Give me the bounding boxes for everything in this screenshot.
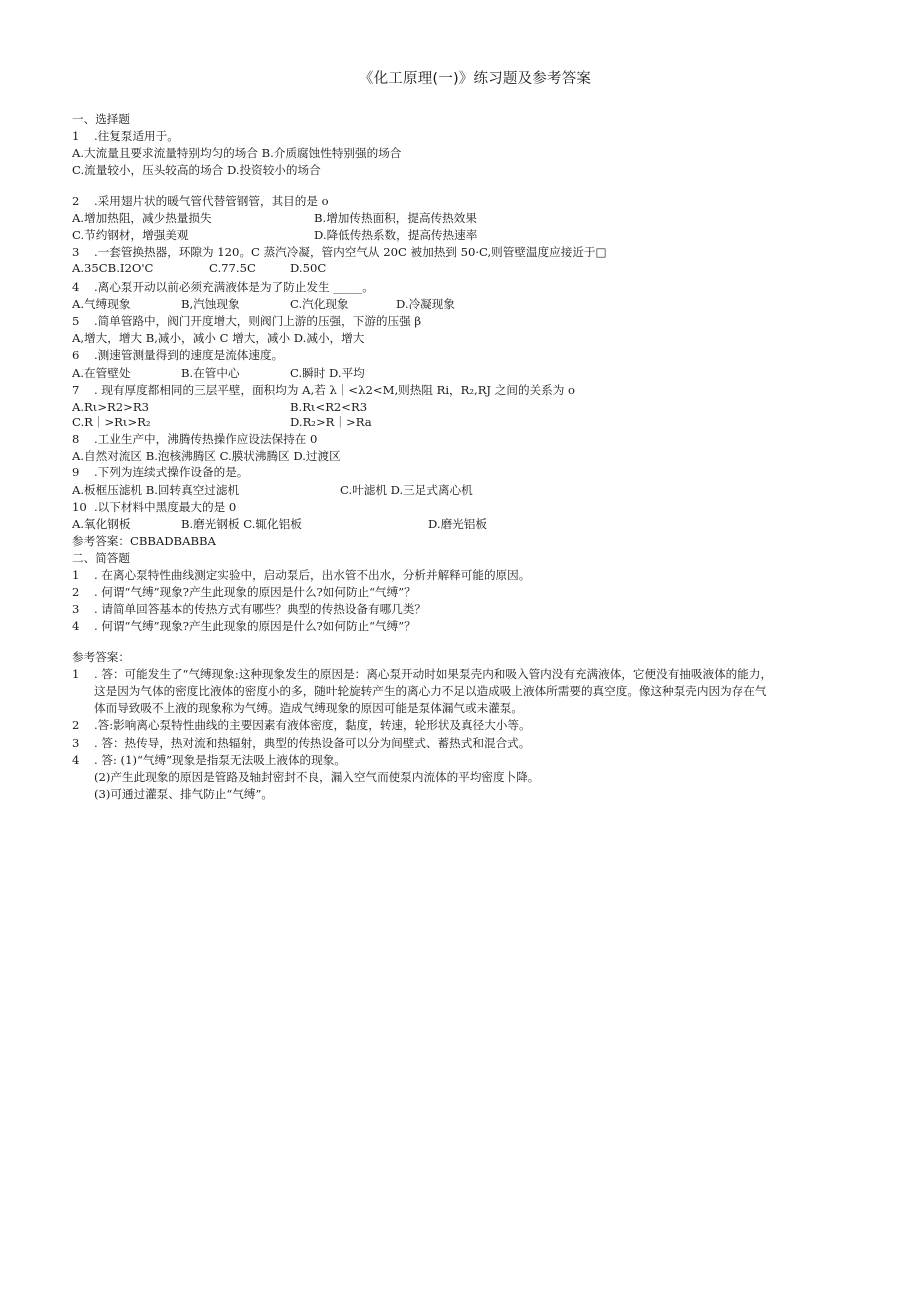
- question-text: .简单管路中，阀门开度增大，则阀门上游的压强，下游的压强 β: [94, 314, 422, 328]
- answer-4-continued: (2)产生此现象的原因是管路及轴封密封不良，漏入空气而使泵内流体的平均密度卜降。: [94, 770, 540, 784]
- question-9: [72, 465, 248, 479]
- answer-4: [72, 753, 346, 767]
- question-1-options-a-b: A.大流量且要求流量特别均匀的场合 B.介质腐蚀性特别强的场合: [72, 146, 402, 160]
- answer-text: . 答：热传导，热对流和热辐射，典型的传热设备可以分为间壁式、蓄热式和混合式。: [94, 736, 531, 750]
- option-b: B,汽蚀现象: [181, 297, 240, 311]
- question-text: .往复泵适用于。: [94, 129, 179, 143]
- answer-1: [72, 667, 772, 681]
- question-text: .离心泵开动以前必须充满液体是为了防止发生 _____。: [94, 280, 374, 294]
- question-text: . 请简单回答基本的传热方式有哪些？典型的传热设备有哪几类？: [94, 602, 426, 616]
- question-10: [72, 500, 236, 514]
- question-1-options-c-d: C.流量较小，压头较高的场合 D.投资较小的场合: [72, 163, 321, 177]
- question-5-options: A,增大，增大 B,减小，减小 C 增大，减小 D.减小，增大: [72, 331, 365, 345]
- answer-number: 3: [72, 736, 80, 750]
- question-1: [72, 129, 179, 143]
- question-number: 2: [72, 194, 80, 208]
- question-number: 3: [72, 245, 80, 259]
- question-number: 9: [72, 465, 80, 479]
- question-number: 1: [72, 129, 80, 143]
- choice-answer-key: 参考答案：CBBADBABBA: [72, 534, 216, 548]
- short-question-1: [72, 568, 530, 582]
- option-c: C.节约钢材，增强美观: [72, 228, 189, 242]
- question-text: .测速管测量得到的速度是流体速度。: [94, 348, 284, 362]
- question-3: [72, 245, 606, 259]
- question-text: .下列为连续式操作设备的是。: [94, 465, 249, 479]
- option-d: D.冷凝现象: [396, 297, 455, 311]
- choice-section-heading: 一、选择题: [72, 112, 130, 126]
- answer-2: [72, 718, 531, 732]
- question-number: 10: [72, 500, 87, 514]
- question-text: .工业生产中，沸腾传热操作应设法保持在 0: [94, 432, 318, 446]
- question-4: [72, 280, 374, 294]
- answer-4-continued: (3)可通过灌泵、排气防止“气缚”。: [94, 787, 273, 801]
- answer-1-continued: 体而导致吸不上液的现象称为气缚。造成气缚现象的原因可能是泵体漏气或未灌泵。: [94, 701, 523, 715]
- option-d: D.R₂>R｜>Ra: [290, 415, 372, 429]
- question-6: [72, 348, 283, 362]
- question-number: 4: [72, 280, 80, 294]
- option-a: A.在管壁处: [72, 366, 131, 380]
- question-text: .以下材料中黑度最大的是 0: [94, 500, 237, 514]
- option-d: D.50C: [290, 261, 327, 275]
- short-question-3: [72, 602, 426, 616]
- question-text: .采用翅片状的暖气管代替管钢管，其目的是 o: [94, 194, 329, 208]
- question-7: [72, 383, 575, 397]
- option-a-b: A.板框压滤机 B.回转真空过滤机: [72, 483, 240, 497]
- option-d: D.降低传热系数，提高传热速率: [314, 228, 478, 242]
- answer-number: 2: [72, 718, 80, 732]
- question-number: 6: [72, 348, 80, 362]
- question-number: 4: [72, 619, 80, 633]
- option-a: A.气缚现象: [72, 297, 131, 311]
- document-title: 《化工原理(一)》练习题及参考答案: [358, 71, 592, 87]
- question-text: . 在离心泵特性曲线测定实验中，启动泵后，出水管不出水，分析并解释可能的原因。: [94, 568, 531, 582]
- question-number: 5: [72, 314, 80, 328]
- question-number: 7: [72, 383, 80, 397]
- question-8: [72, 432, 317, 446]
- question-number: 2: [72, 585, 80, 599]
- answer-1-continued: 这是因为气体的密度比液体的密度小的多，随叶轮旋转产生的离心力不足以造成吸上液体所需要的真空度。像这种泵壳内因为存在气: [94, 684, 767, 698]
- question-number: 1: [72, 568, 80, 582]
- option-b-c: B.磨光钢板 C.辄化铝板: [181, 517, 302, 531]
- option-b: B.Rι<R2<R3: [290, 400, 368, 414]
- answer-number: 4: [72, 753, 80, 767]
- question-8-options: A.自然对流区 B.泡核沸腾区 C.膜状沸腾区 D.过渡区: [72, 449, 341, 463]
- question-number: 3: [72, 602, 80, 616]
- option-c: C.汽化现象: [290, 297, 349, 311]
- option-c: C.77.5C: [209, 261, 256, 275]
- option-b: B.在管中心: [181, 366, 240, 380]
- option-d: D.磨光铝板: [428, 517, 487, 531]
- option-c: C.R｜>Rι>R₂: [72, 415, 151, 429]
- question-text: . 何谓“气缚”现象?产生此现象的原因是什么?如何防止“气缚”？: [94, 585, 416, 599]
- answers-heading: 参考答案：: [72, 650, 130, 664]
- answer-number: 1: [72, 667, 80, 681]
- short-section-heading: 二、简答题: [72, 551, 130, 565]
- answer-3: [72, 736, 530, 750]
- option-a: A.氧化钢板: [72, 517, 131, 531]
- question-2: [72, 194, 329, 208]
- question-5: [72, 314, 421, 328]
- option-c-d: C.叶滤机 D.三足式离心机: [340, 483, 473, 497]
- question-text: . 何谓“气缚”现象?产生此现象的原因是什么?如何防止“气缚”？: [94, 619, 416, 633]
- answer-text: . 答：可能发生了“气缚现象:这种现象发生的原因是：离心泵开动时如果泵壳内和吸入管内没有充满液体，它便没有抽吸液体的能力，: [94, 667, 773, 681]
- question-text: . 现有厚度都相同的三层平壁，面积均为 A,若 λ｜<λ2<M,则热阻 Ri，R₂,RJ 之间的关系为 o: [94, 383, 575, 397]
- option-a-b: A.35CB.I2O'C: [72, 261, 154, 275]
- short-question-4: [72, 619, 416, 633]
- question-number: 8: [72, 432, 80, 446]
- answer-text: . 答: (1)“气缚”现象是指泵无法吸上液体的现象。: [94, 753, 346, 767]
- short-question-2: [72, 585, 416, 599]
- option-a: A.增加热阻，减少热量损失: [72, 211, 212, 225]
- option-b: B.增加传热面积，提高传热效果: [314, 211, 477, 225]
- option-c-d: C.瞬时 D.平均: [290, 366, 365, 380]
- option-a: A.Rι>R2>R3: [72, 400, 149, 414]
- question-text: .一套管换热器，环隙为 120。C 蒸汽冷凝，管内空气从 20C 被加热到 50·C,则管壁温度应接近于□: [94, 245, 607, 259]
- answer-text: .答:影响离心泵特性曲线的主要因素有液体密度，黏度，转速，轮形状及真径大小等。: [94, 718, 531, 732]
